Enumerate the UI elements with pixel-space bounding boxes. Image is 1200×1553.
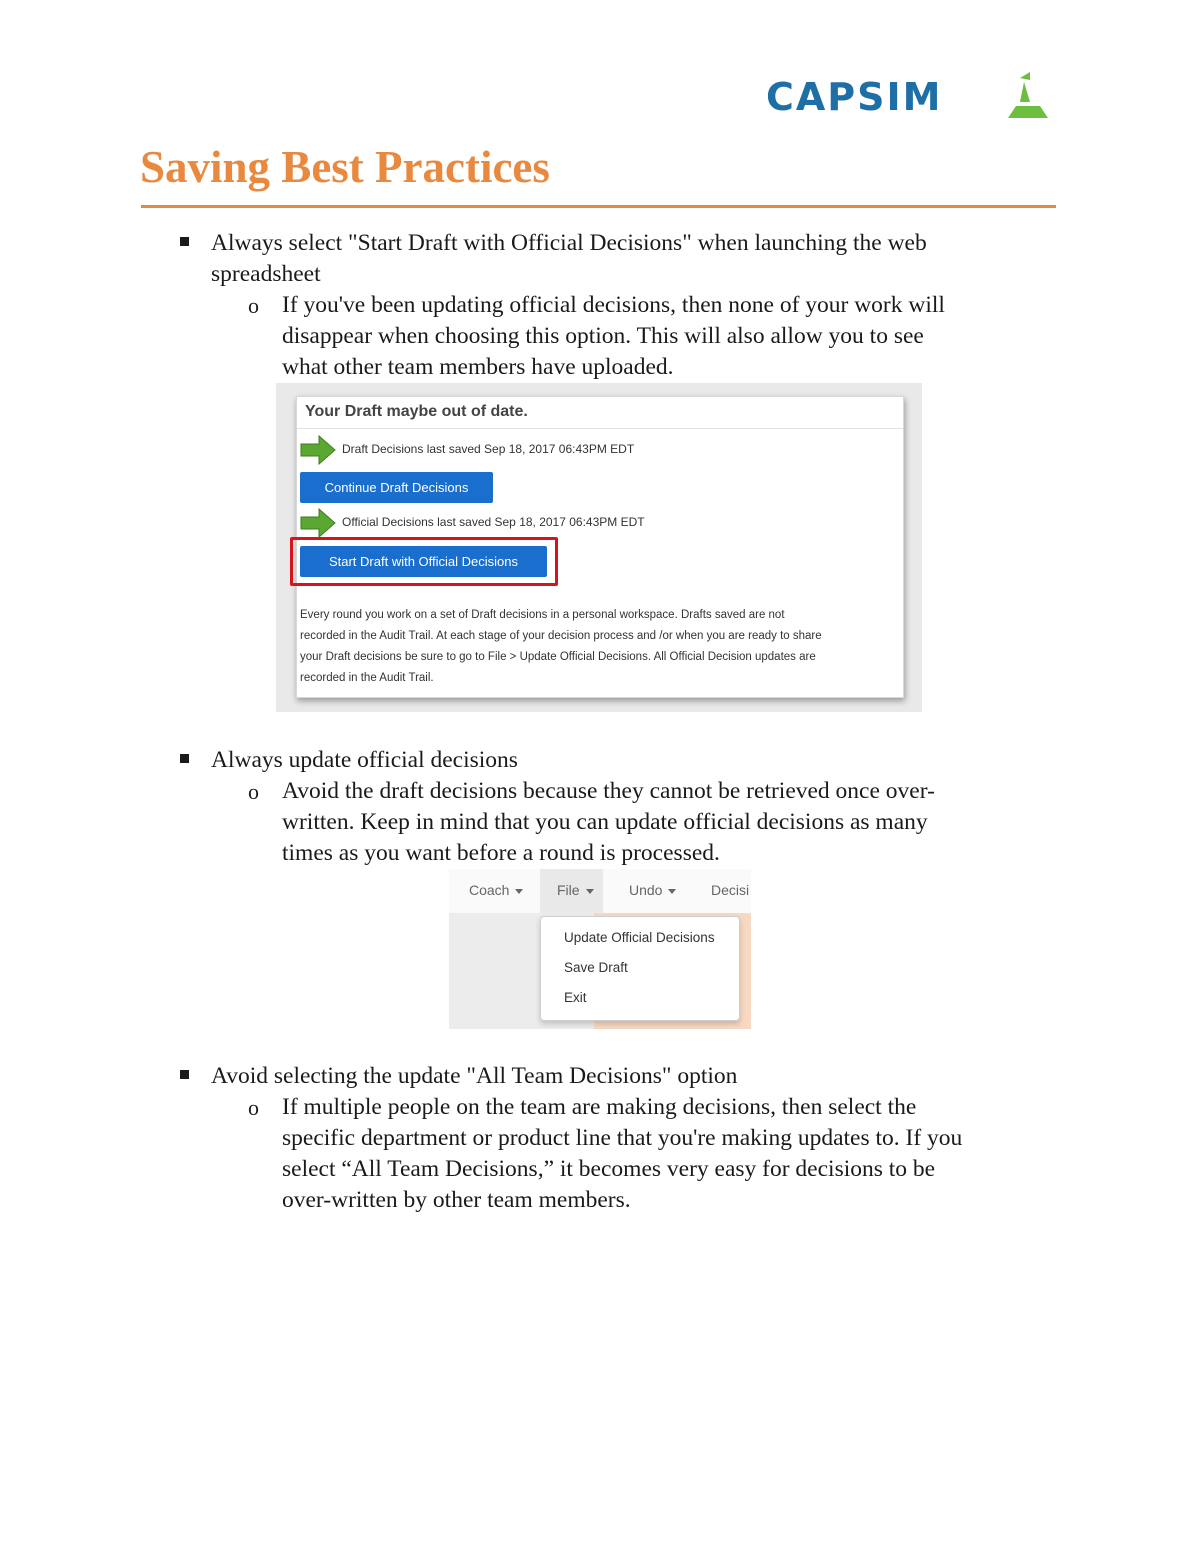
menu-decisions[interactable]: Decisi: [711, 882, 750, 898]
sub-bullet-text: [282, 290, 945, 383]
text-line: Always select "Start Draft with Official Decisions" when launching the web: [211, 230, 927, 256]
text-line: Avoid the draft decisions because they cannot be retrieved once over-: [282, 778, 935, 804]
green-arrow-icon: [299, 507, 337, 539]
bullet-text: [211, 228, 927, 290]
capsim-mark-icon: [1000, 72, 1050, 122]
menu-label: Coach: [469, 882, 510, 898]
info-line: Every round you work on a set of Draft decisions in a personal workspace. Drafts saved are not: [300, 609, 785, 621]
sub-bullet-text: [282, 1092, 962, 1216]
dialog-info-text: [300, 605, 898, 689]
text-line: what other team members have uploaded.: [282, 354, 674, 380]
text-line: spreadsheet: [211, 261, 321, 287]
square-bullet-icon: [180, 237, 189, 246]
info-line: recorded in the Audit Trail.: [300, 672, 434, 684]
menu-undo[interactable]: [629, 882, 676, 898]
text-line: disappear when choosing this option. This will also allow you to see: [282, 323, 924, 349]
text-line: written. Keep in mind that you can update official decisions as many: [282, 809, 928, 835]
menu-item-save-draft[interactable]: Save Draft: [564, 960, 628, 975]
info-line: your Draft decisions be sure to go to File > Update Official Decisions. All Official Decision updates are: [300, 651, 816, 663]
divider: [297, 428, 903, 429]
text-line: times as you want before a round is processed.: [282, 840, 720, 866]
text-line: specific department or product line that you're making updates to. If you: [282, 1125, 963, 1151]
title-rule: [141, 205, 1056, 208]
official-saved-text: Official Decisions last saved Sep 18, 2017 06:43PM EDT: [342, 515, 645, 529]
page-title: Saving Best Practices: [140, 142, 550, 192]
square-bullet-icon: [180, 754, 189, 763]
square-bullet-icon: [180, 1070, 189, 1079]
caret-down-icon: [668, 889, 676, 894]
green-arrow-icon: [299, 434, 337, 466]
caret-down-icon: [586, 889, 594, 894]
continue-draft-button[interactable]: Continue Draft Decisions: [300, 472, 493, 503]
dialog-title: Your Draft maybe out of date.: [305, 403, 528, 420]
text-line: Avoid selecting the update "All Team Decisions" option: [211, 1063, 738, 1089]
menu-coach[interactable]: [469, 882, 523, 898]
menu-item-update-official[interactable]: Update Official Decisions: [564, 930, 715, 945]
menu-item-exit[interactable]: Exit: [564, 990, 587, 1005]
menu-label: File: [557, 882, 580, 898]
bullet-text: [211, 1061, 737, 1092]
file-menu-screenshot: [449, 869, 751, 1029]
start-draft-official-button[interactable]: Start Draft with Official Decisions: [300, 546, 547, 577]
draft-saved-text: Draft Decisions last saved Sep 18, 2017 06:43PM EDT: [342, 442, 635, 456]
sub-bullet-text: [282, 776, 935, 869]
text-line: select “All Team Decisions,” it becomes very easy for decisions to be: [282, 1156, 936, 1182]
menu-label: Undo: [629, 882, 663, 898]
draft-dialog: [296, 396, 904, 698]
draft-dialog-screenshot: [276, 383, 922, 712]
logo-wordmark: CAPSIM: [766, 75, 943, 119]
text-line: If multiple people on the team are making decisions, then select the: [282, 1094, 917, 1120]
circle-bullet-icon: o: [248, 1095, 259, 1120]
text-line: over-written by other team members.: [282, 1187, 631, 1213]
text-line: Always update official decisions: [211, 747, 518, 773]
circle-bullet-icon: o: [248, 779, 259, 804]
file-dropdown: [540, 916, 740, 1021]
capsim-logo: [766, 72, 1050, 124]
menu-file[interactable]: [557, 882, 594, 898]
caret-down-icon: [515, 889, 523, 894]
text-line: If you've been updating official decisions, then none of your work will: [282, 292, 945, 318]
circle-bullet-icon: o: [248, 293, 259, 318]
info-line: recorded in the Audit Trail. At each stage of your decision process and /or when you are ready to share: [300, 630, 822, 642]
bullet-text: [211, 745, 518, 776]
